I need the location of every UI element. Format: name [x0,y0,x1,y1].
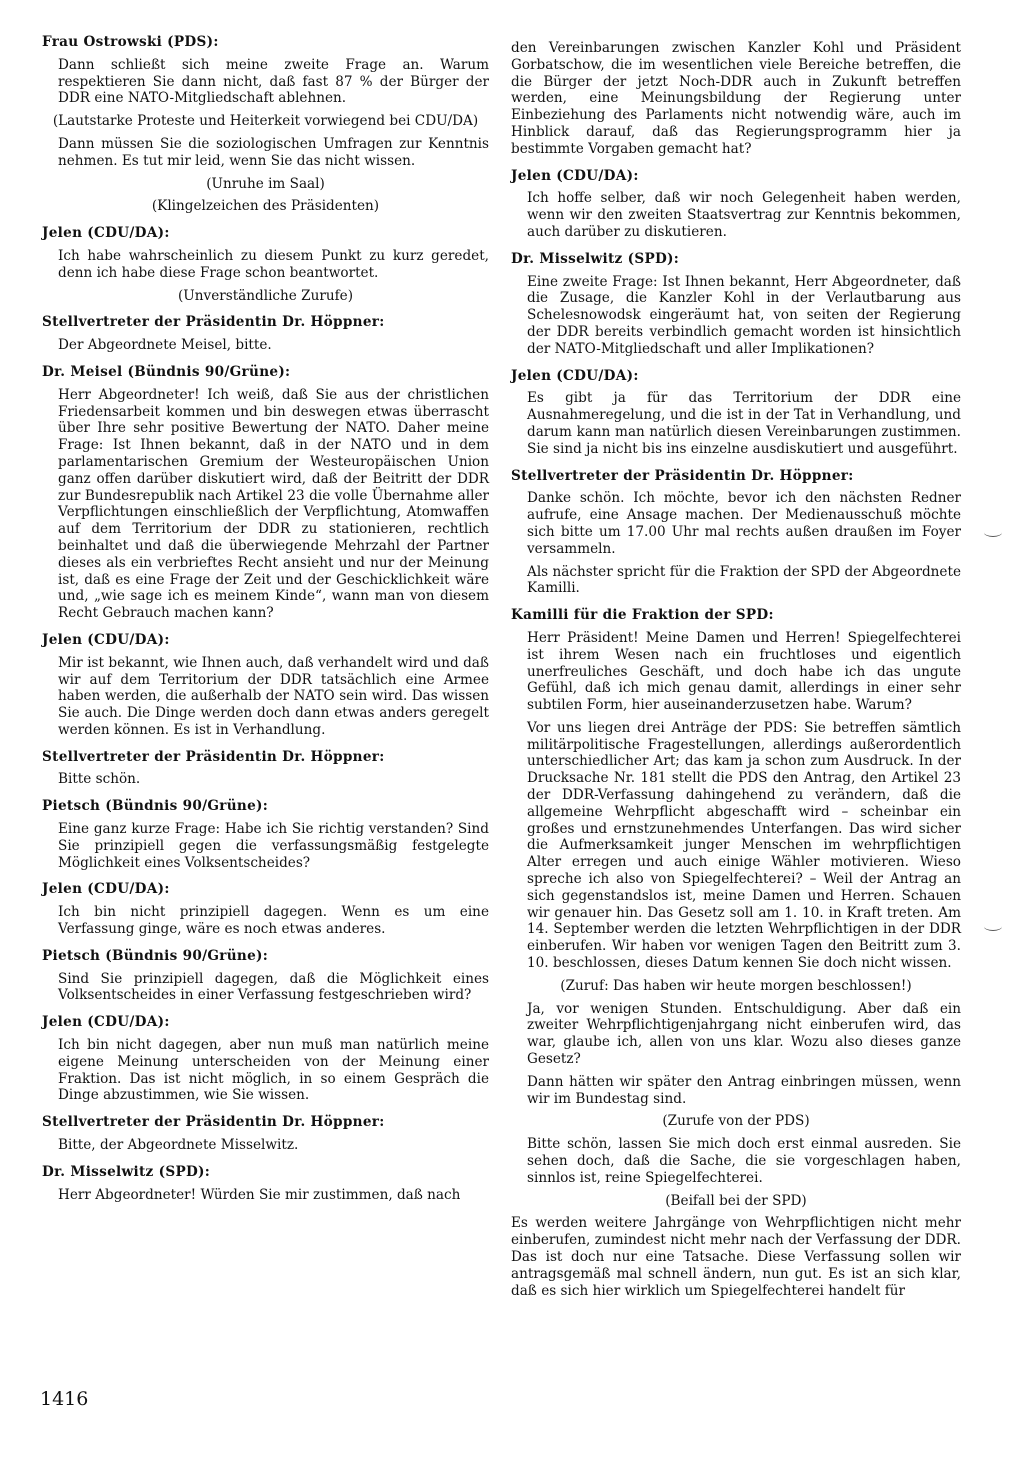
speaker-heading: Jelen (CDU/DA): [42,631,170,648]
speech-paragraph: Bitte, der Abgeordnete Misselwitz. [58,1137,299,1154]
speaker-heading: Jelen (CDU/DA): [42,881,170,898]
speaker-heading: Stellvertreter der Präsidentin Dr. Höppner: [42,1114,385,1131]
speaker-heading: Stellvertreter der Präsidentin Dr. Höppner: [511,467,854,484]
speaker-heading: Jelen (CDU/DA): [42,1014,170,1031]
speech-paragraph: Mir ist bekannt, wie Ihnen auch, daß verhandelt wird und daß wir auf dem Territorium der DDR tatsächlich eine Armee haben werden, die außerhalb der NATO sein wird. Das wissen Sie auch. Die Dinge werden doch dann etwas anders geregelt werden können. Es ist in Verhandlung. [58,654,489,738]
continued-paragraph: Es werden weitere Jahrgänge von Wehrpflichtigen nicht mehr einberufen, zumindest nicht mehr nach der Verfassung der DDR. Das ist doch nur eine Tatsache. Diese Verfassung sollen wir antragsgemäß mal schnell ändern, nun gut. Es ist an sich klar, daß es sich hier wirklich um Spiegelfechterei handelt für [511,1215,961,1299]
speech-paragraph: Eine zweite Frage: Ist Ihnen bekannt, Herr Abgeordneter, daß die Zusage, die Kanzler Kohl in der Verlautbarung aus Schelesnowodsk eingeräumt hat, von seiten der Regierung der DDR bereits verbindlich gemacht worden ist hinsichtlich der NATO-Mitgliedschaft und aller Implikationen? [527,273,961,357]
speech-paragraph: Vor uns liegen drei Anträge der PDS: Sie betreffen sämtlich militärpolitische Fragestellungen, allerdings außerordentlich unterschiedlicher Art; das kam ja schon zum Ausdruck. In der Drucksache Nr. 181 stellt die PDS den Antrag, den Artikel 23 der DDR-Verfassung dahingehend zu verändern, daß die allgemeine Wehrpflicht abgeschafft wird – scheinbar ein großes und ernstzunehmendes Unterfangen. Das wird sicher die Aufmerksamkeit junger Menschen im wehrpflichtigen Alter erregen und auch einige Wähler motivieren. Wieso spreche ich also von Spiegelfechterei? – Weil der Antrag an sich gegenstandslos ist, meine Damen und Herren. Schauen wir genauer hin. Das Gesetz soll am 1. 10. in Kraft treten. Am 14. September werden die letzten Wehrpflichtigen in der DDR einberufen. Wir haben vor wenigen Tagen den Beitritt zum 3. 10. beschlossen, dieses Datum kennen Sie doch nicht wissen. [527,719,961,972]
speech-paragraph: Als nächster spricht für die Fraktion der SPD der Abgeordnete Kamilli. [527,563,961,597]
speaker-heading: Dr. Misselwitz (SPD): [511,250,680,267]
interjection-note: (Klingelzeichen des Präsidenten) [151,198,380,215]
speech-paragraph: Herr Abgeordneter! Würden Sie mir zustimmen, daß nach [58,1186,461,1203]
interjection-note: (Beifall bei der SPD) [665,1192,807,1209]
margin-mark [984,922,1002,931]
speech-paragraph: Der Abgeordnete Meisel, bitte. [58,337,272,354]
speaker-heading: Jelen (CDU/DA): [511,367,639,384]
interjection-note: (Unruhe im Saal) [206,175,325,192]
speaker-heading: Stellvertreter der Präsidentin Dr. Höppner: [42,748,385,765]
margin-mark [984,528,1002,537]
speech-paragraph: Eine ganz kurze Frage: Habe ich Sie richtig verstanden? Sind Sie prinzipiell gegen die verfassungsmäßig festgelegte Möglichkeit eines Volksentscheides? [58,821,489,871]
speaker-heading: Pietsch (Bündnis 90/Grüne): [42,947,269,964]
speaker-heading: Kamilli für die Fraktion der SPD: [511,607,774,624]
speech-paragraph: Ja, vor wenigen Stunden. Entschuldigung. Aber daß ein zweiter Wehrpflichtigenjahrgang nicht einberufen wird, das war, glaube ich, allen von uns klar. Wozu also dieses ganze Gesetz? [527,1000,961,1068]
interjection-note: (Unverständliche Zurufe) [178,287,353,304]
speech-paragraph: Sind Sie prinzipiell dagegen, daß die Möglichkeit eines Volksentscheides in einer Verfassung festgeschrieben wird? [58,970,489,1004]
speech-paragraph: Ich bin nicht prinzipiell dagegen. Wenn es um eine Verfassung ginge, wäre es noch etwas anderes. [58,904,489,938]
speech-paragraph: Es gibt ja für das Territorium der DDR eine Ausnahmeregelung, und die ist in der Tat in Verhandlung, und darum kann man natürlich diesen Vereinbarungen zustimmen. Sie sind ja nicht bis ins einzelne ausdiskutiert und ausgeführt. [527,390,961,457]
speech-paragraph: Bitte schön. [58,771,141,788]
speaker-heading: Jelen (CDU/DA): [42,225,170,242]
speech-paragraph: Ich hoffe selber, daß wir noch Gelegenheit haben werden, wenn wir den zweiten Staatsvertrag zur Kenntnis bekommen, auch darüber zu diskutieren. [527,190,961,240]
interjection-note: (Lautstarke Proteste und Heiterkeit vorwiegend bei CDU/DA) [52,113,479,130]
speech-paragraph: Ich habe wahrscheinlich zu diesem Punkt zu kurz geredet, denn ich habe diese Frage schon beantwortet. [58,247,489,281]
left-column [42,34,489,1209]
right-column [511,40,961,1305]
speech-paragraph: Herr Präsident! Meine Damen und Herren! Spiegelfechterei ist ihrem Wesen nach ein fruchtloses und eigentlich unerfreuliches Geschäft, und doch habe ich das ungute Gefühl, daß ich mich genau damit, allerdings in einer sehr subtilen Form, hier auseinanderzusetzen habe. Warum? [527,629,961,714]
speaker-heading: Dr. Misselwitz (SPD): [42,1163,211,1180]
speaker-heading: Dr. Meisel (Bündnis 90/Grüne): [42,363,291,380]
page-number: 1416 [40,1388,89,1410]
continued-paragraph: den Vereinbarungen zwischen Kanzler Kohl und Präsident Gorbatschow, die im wesentlichen viele Bereiche betreffen, die die Bürger der jetzt Noch-DDR auch in Zukunft betreffen werden, eine Meinungsbildung der Regierung unter Einbeziehung des Parlaments nicht notwendig wäre, auch im Hinblick darauf, daß das Regierungsprogramm hier ja bestimmte Vorgaben gemacht hat? [511,40,961,157]
speech-paragraph: Bitte schön, lassen Sie mich doch erst einmal ausreden. Sie sehen doch, daß die Sache, die sie vorgeschlagen haben, sinnlos ist, reine Spiegelfechterei. [527,1136,961,1186]
speech-paragraph: Dann schließt sich meine zweite Frage an. Warum respektieren Sie dann nicht, daß fast 87 % der Bürger der DDR eine NATO-Mitgliedschaft ablehnen. [58,56,489,107]
interjection-note: (Zurufe von der PDS) [662,1113,810,1130]
speaker-heading: Frau Ostrowski (PDS): [42,34,219,50]
speaker-heading: Pietsch (Bündnis 90/Grüne): [42,798,269,815]
speaker-heading: Jelen (CDU/DA): [511,167,639,184]
speech-paragraph: Dann müssen Sie die soziologischen Umfragen zur Kenntnis nehmen. Es tut mir leid, wenn Sie das nicht wissen. [58,135,489,169]
speech-paragraph: Herr Abgeordneter! Ich weiß, daß Sie aus der christlichen Friedensarbeit kommen und bin deswegen etwas überrascht über Ihre sehr positive Bewertung der NATO. Daher meine Frage: Ist Ihnen bekannt, daß in der NATO und in dem parlamentarischen Gremium der Westeuropäischen Union ganz offen darüber diskutiert wird, daß der Beitritt der DDR zur Bundesrepublik nach Artikel 23 die volle Übernahme aller Verpflichtungen einschließlich der Verpflichtung, Atomwaffen auf dem Territorium der DDR zu stationieren, rechtlich beinhaltet und daß die überwiegende Mehrzahl der Partner dieses als ein verbrieftes Recht ansieht und nur der Meinung ist, daß es eine Frage der Zeit und der Geschicklichkeit wäre und, „wie sage ich es meinem Kinde“, wann man von diesem Recht Gebrauch machen kann? [58,386,489,622]
speech-paragraph: Danke schön. Ich möchte, bevor ich den nächsten Redner aufrufe, eine Ansage machen. Der Medienausschuß möchte sich bitte um 17.00 Uhr mal rechts außen draußen im Foyer versammeln. [527,490,961,557]
speech-paragraph: Ich bin nicht dagegen, aber nun muß man natürlich meine eigene Meinung unterscheiden von der Meinung einer Fraktion. Das ist nicht möglich, in so einem Gespräch die Dinge abzustimmen, wie Sie wissen. [58,1037,489,1104]
speech-paragraph: Dann hätten wir später den Antrag einbringen müssen, wenn wir im Bundestag sind. [527,1073,961,1107]
speaker-heading: Stellvertreter der Präsidentin Dr. Höppner: [42,314,385,331]
interjection-note: (Zuruf: Das haben wir heute morgen beschlossen!) [560,977,912,994]
